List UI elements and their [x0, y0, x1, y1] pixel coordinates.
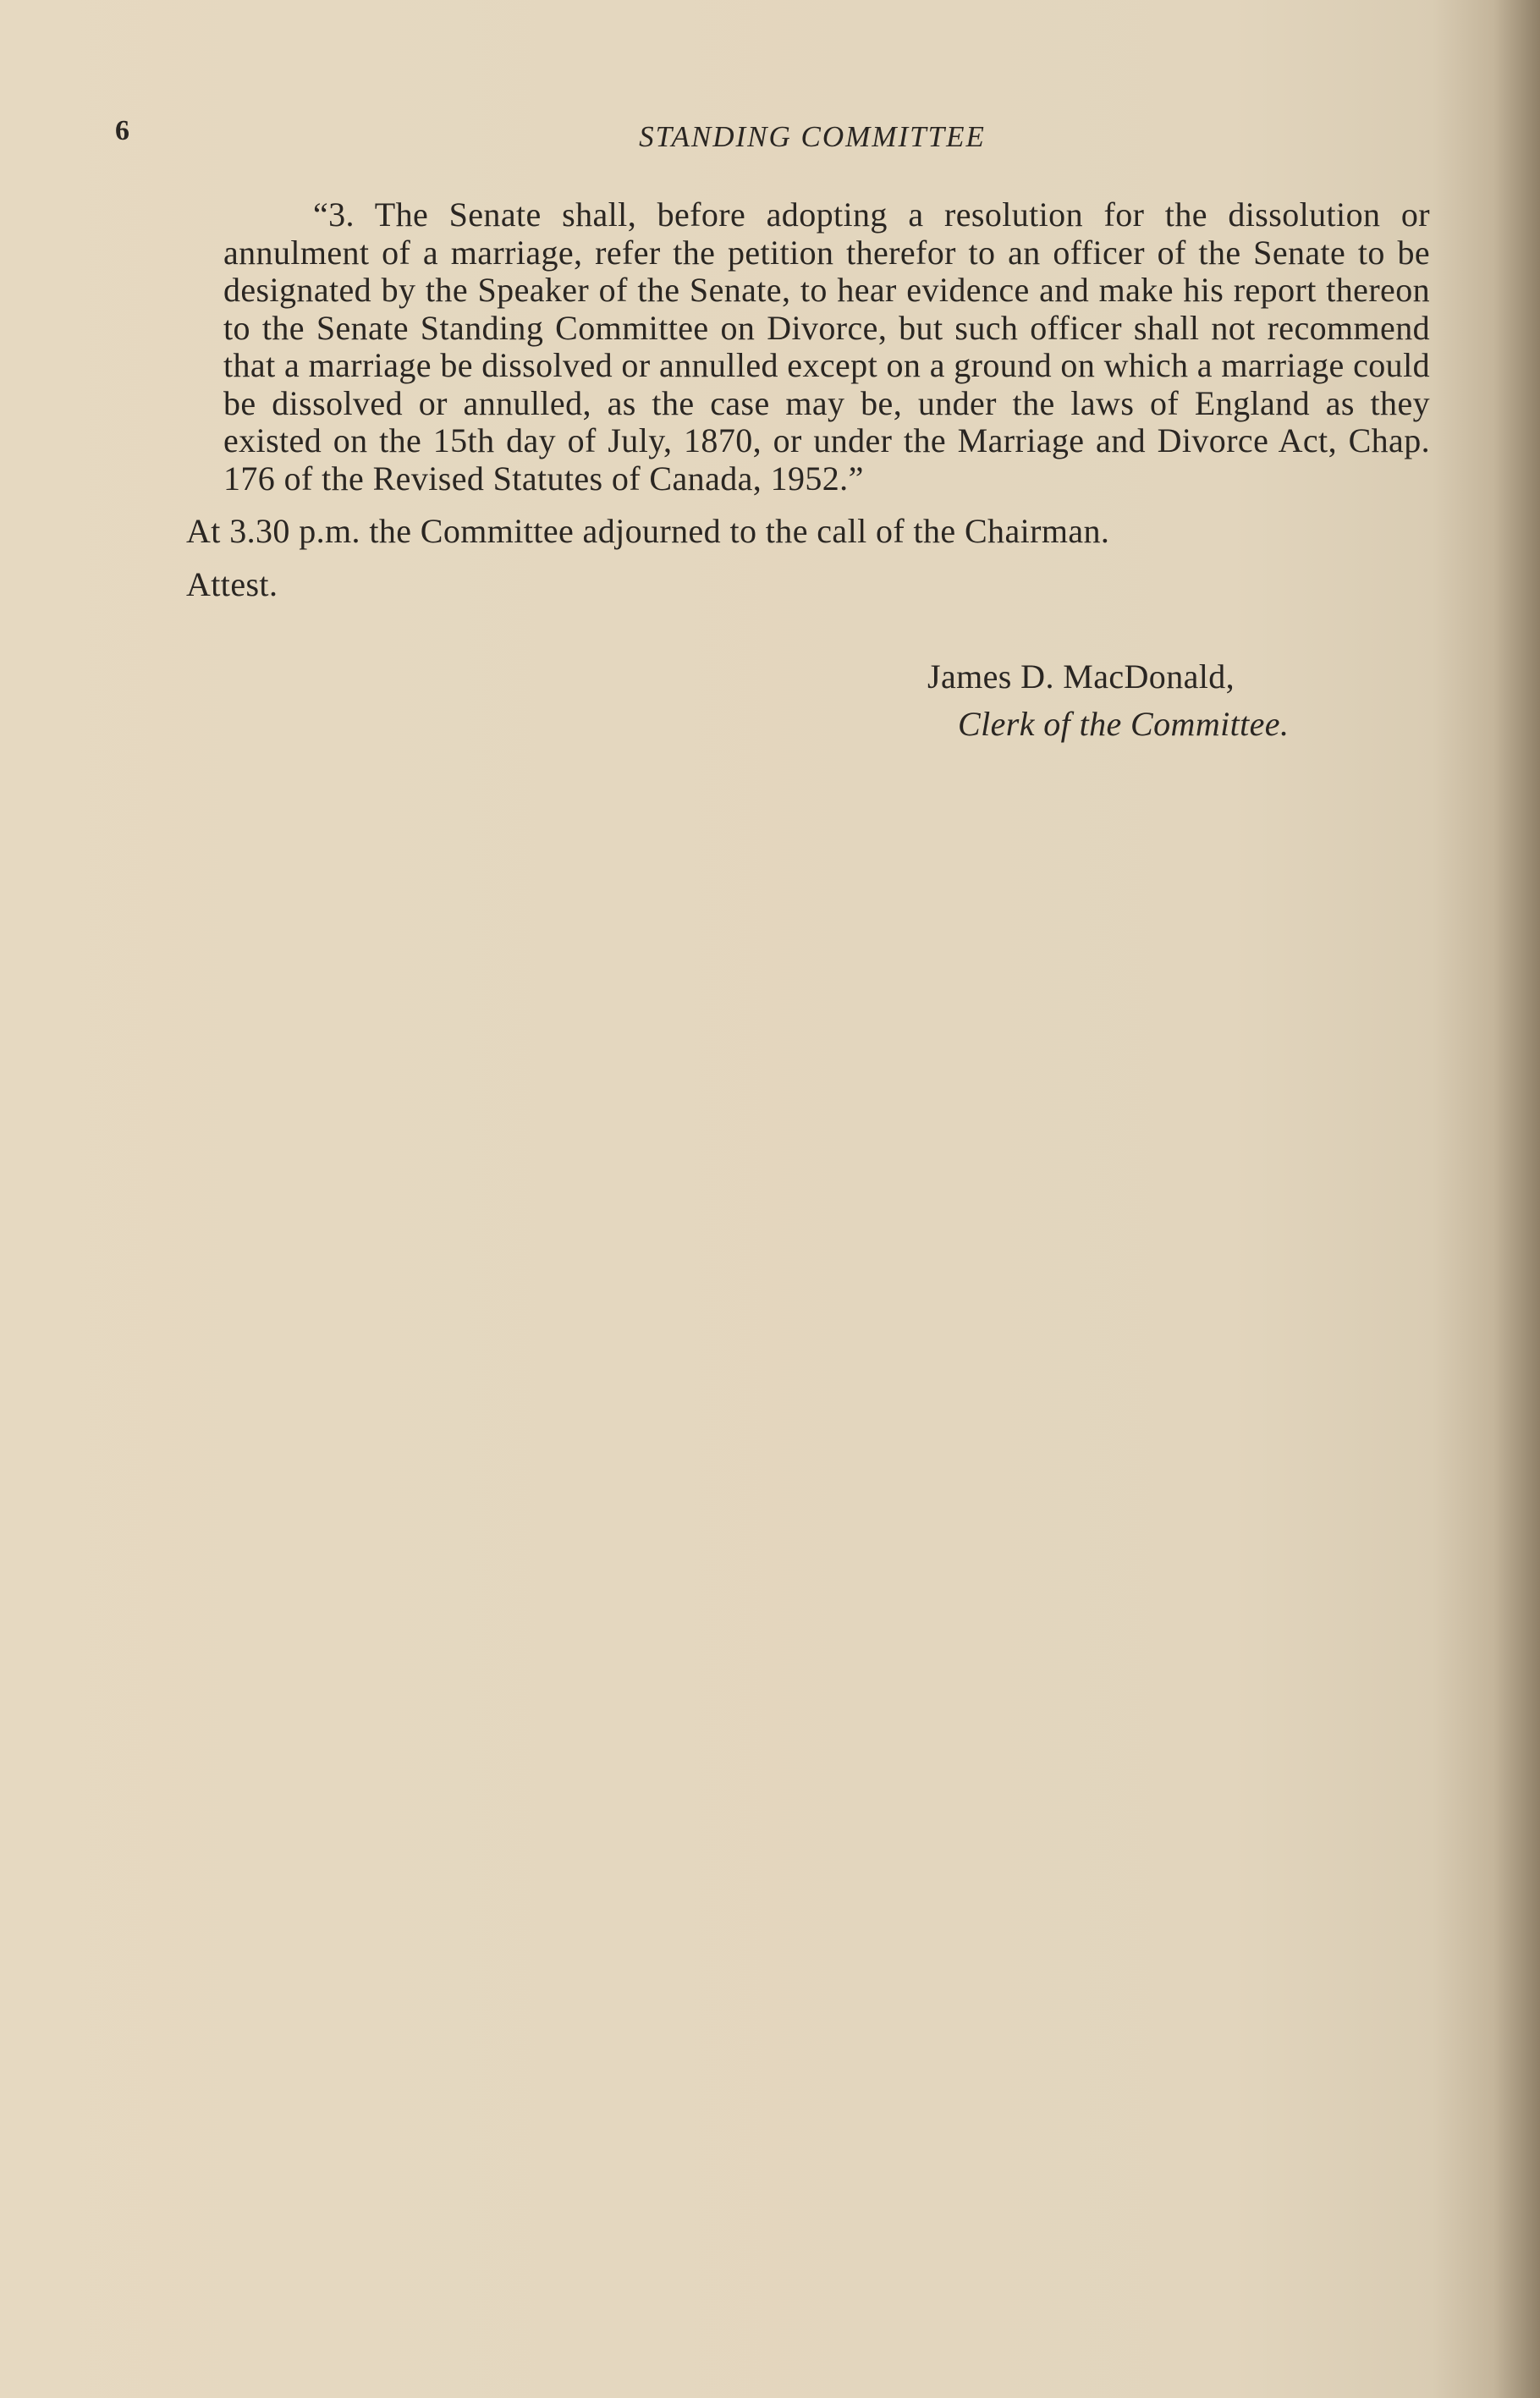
attest-line: Attest. [186, 564, 278, 603]
running-head: STANDING COMMITTEE [639, 120, 986, 153]
signatory-name: James D. MacDonald, [927, 657, 1235, 696]
quoted-rule-paragraph: “3. The Senate shall, before adopting a resolution for the dissolution or annulment of a marriage, refer the petition therefor to an officer of the Senate to be designated by the Speaker of the Senate, to hear evidence and make his report thereon to the Senate Standing Committee on Divorce, but such officer shall not recommend that a marriage be dissolved or annulled except on a ground on which a marriage could be dissolved or annulled, as the case may be, under the laws of England as they existed on the 15th day of July, 1870, or under the Marriage and Divorce Act, Chap. 176 of the Revised Statutes of Canada, 1952.” [223, 195, 1430, 498]
adjournment-paragraph: At 3.30 p.m. the Committee adjourned to the call of the Chairman. [186, 512, 1110, 550]
signature-block [927, 653, 1289, 748]
page-number: 6 [115, 115, 129, 146]
body-text [186, 196, 1438, 603]
signatory-title: Clerk of the Committee. [958, 705, 1290, 743]
